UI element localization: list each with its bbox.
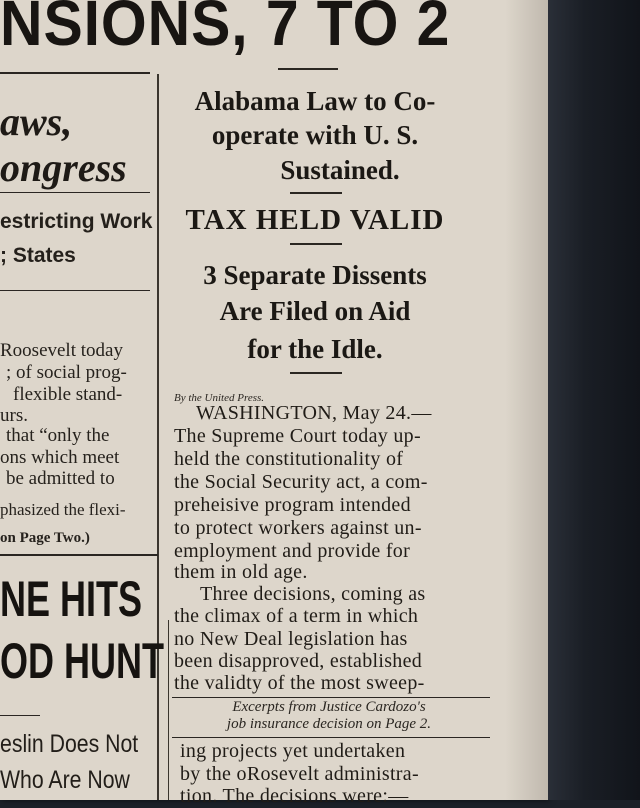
main-subhead: TAX HELD VALID (185, 204, 445, 236)
body-line: the climax of a term in which (174, 605, 419, 627)
main-deck-line-3: for the Idle. (247, 334, 383, 364)
body-line: been disapproved, established (174, 650, 423, 672)
left-body-tail-line: phasized the flexi- (0, 500, 126, 519)
excerpt-line-1: Excerpts from Justice Cardozo's (232, 699, 426, 715)
left-body-line: ; of social prog- (6, 362, 127, 383)
left-headline-line-2: ongress (0, 145, 127, 190)
left-second-deck-2: Who Are Now (0, 766, 130, 794)
left-body-line: be admitted to (6, 468, 115, 489)
left-second-headline-1: NE HITS (0, 571, 143, 627)
left-top-rule (0, 72, 150, 74)
body-line: to protect workers against un- (174, 517, 422, 539)
excerpt-top-rule (172, 697, 490, 698)
byline: By the United Press. (174, 392, 265, 404)
body-line: employment and provide for (174, 540, 411, 562)
column-rule-left (157, 74, 159, 800)
dateline: WASHINGTON, May 24.— (196, 402, 432, 424)
body-line: held the constitutionality of (174, 448, 404, 470)
main-headline-line-2: operate with U. S. (211, 120, 419, 150)
main-subhead-rule (290, 243, 342, 245)
left-body-line: Roosevelt today (0, 340, 123, 361)
left-deck-line-2: ; States (0, 244, 76, 267)
main-deck-line-1: 3 Separate Dissents (203, 260, 427, 290)
body-line: preheisive program intended (174, 494, 411, 516)
main-deck-rule (290, 372, 342, 374)
excerpt-line-2: job insurance decision on Page 2. (226, 716, 432, 732)
body-line: Three decisions, coming as (200, 583, 426, 605)
column-rule-inner (168, 620, 169, 800)
main-headline-line-1: Alabama Law to Co- (194, 86, 436, 116)
left-second-deck-1: eslin Does Not (0, 730, 139, 758)
main-headline-rule (290, 192, 342, 194)
left-body-line: flexible stand- (13, 384, 123, 405)
banner-headline: NSIONS, 7 TO 2 (0, 0, 451, 59)
left-deck-rule (0, 290, 150, 291)
main-deck-line-2: Are Filed on Aid (219, 296, 411, 326)
left-second-headline-2: OD HUNT (0, 633, 164, 689)
main-headline-line-3: Sustained. (280, 155, 400, 185)
left-body-line: that “only the (6, 425, 110, 446)
body-line: no New Deal legislation has (174, 628, 408, 650)
left-body-line: urs. (0, 405, 28, 426)
body-line: them in old age. (174, 561, 308, 583)
left-jump-line: on Page Two.) (0, 530, 90, 546)
dark-background (548, 0, 640, 800)
continuation-line: by the oRosevelt administra- (180, 763, 419, 785)
continuation-line: ing projects yet undertaken (180, 740, 406, 762)
page-fold-shadow (505, 0, 548, 800)
left-second-rule (0, 715, 40, 716)
left-body-line: ons which meet (0, 447, 120, 468)
body-line: the validty of the most sweep- (174, 672, 425, 694)
left-headline-line-1: aws, (0, 99, 73, 144)
excerpt-bottom-rule (172, 737, 490, 738)
body-line: the Social Security act, a com- (174, 471, 428, 493)
body-line: The Supreme Court today up- (174, 425, 421, 447)
continuation-line: tion. The decisions were:— (180, 785, 409, 807)
main-top-rule (278, 68, 338, 70)
left-headline-rule (0, 192, 150, 193)
left-deck-line-1: estricting Work (0, 210, 153, 233)
left-section-rule (0, 554, 158, 556)
